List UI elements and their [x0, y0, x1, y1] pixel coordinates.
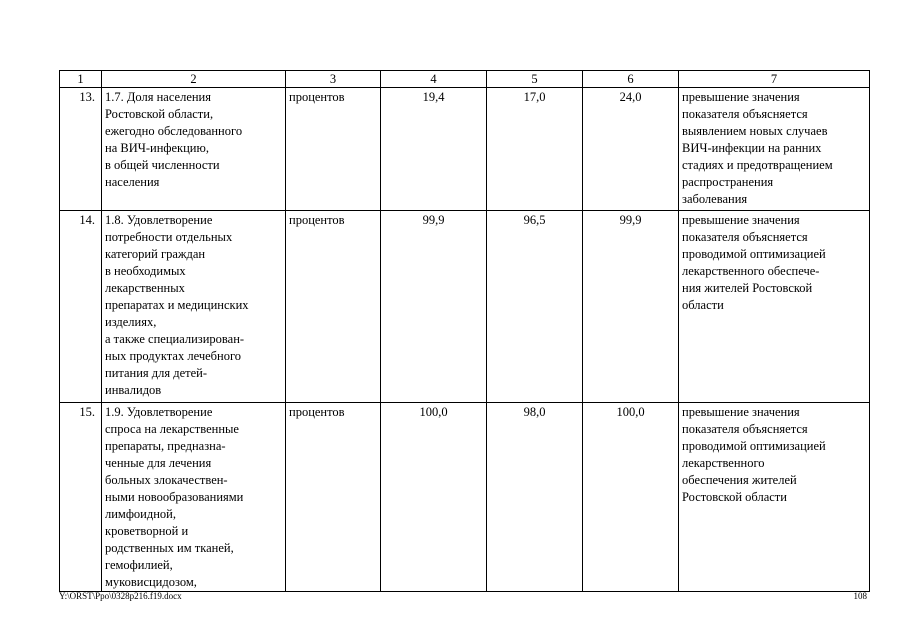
value-col6: 100,0: [583, 403, 679, 592]
indicators-table: [59, 70, 870, 592]
header-cell: 7: [679, 71, 870, 88]
table-header-row: [60, 71, 870, 88]
value-col4: 100,0: [381, 403, 487, 592]
value-col5: 96,5: [487, 211, 583, 403]
footer-file-path: Y:\ORST\Ppo\0328p216.f19.docx: [59, 591, 182, 601]
table-row: [60, 211, 870, 403]
indicator-name: 1.8. Удовлетворение потребности отдельных категорий граждан в необходимых лекарственных препаратах и медицинских изделиях, а также специализирован- ных продуктах лечебного питания для детей- инвалидов: [102, 211, 286, 403]
unit-cell: процентов: [286, 403, 381, 592]
header-cell: 2: [102, 71, 286, 88]
value-col6: 24,0: [583, 88, 679, 211]
row-number: 15.: [60, 403, 102, 592]
note-cell: превышение значения показателя объясняется проводимой оптимизацией лекарственного обеспече- ния жителей Ростовской области: [679, 211, 870, 403]
row-number: 14.: [60, 211, 102, 403]
table-row: [60, 88, 870, 211]
row-number: 13.: [60, 88, 102, 211]
value-col6: 99,9: [583, 211, 679, 403]
value-col4: 19,4: [381, 88, 487, 211]
unit-cell: процентов: [286, 88, 381, 211]
value-col5: 98,0: [487, 403, 583, 592]
unit-cell: процентов: [286, 211, 381, 403]
value-col5: 17,0: [487, 88, 583, 211]
note-cell: превышение значения показателя объясняется выявлением новых случаев ВИЧ-инфекции на ранних стадиях и предотвращением распространения заболевания: [679, 88, 870, 211]
indicator-name: 1.7. Доля населения Ростовской области, ежегодно обследованного на ВИЧ-инфекцию, в общей численности населения: [102, 88, 286, 211]
page-number: 108: [853, 591, 867, 601]
indicator-name: 1.9. Удовлетворение спроса на лекарственные препараты, предназна- ченные для лечения больных злокачествен- ными новообразованиями лимфоидной, кроветворной и родственных им тканей, гемофилией, муковисцидозом,: [102, 403, 286, 592]
note-cell: превышение значения показателя объясняется проводимой оптимизацией лекарственного обеспечения жителей Ростовской области: [679, 403, 870, 592]
header-cell: 4: [381, 71, 487, 88]
header-cell: 3: [286, 71, 381, 88]
table-row: [60, 403, 870, 592]
header-cell: 5: [487, 71, 583, 88]
header-cell: 6: [583, 71, 679, 88]
header-cell: 1: [60, 71, 102, 88]
value-col4: 99,9: [381, 211, 487, 403]
